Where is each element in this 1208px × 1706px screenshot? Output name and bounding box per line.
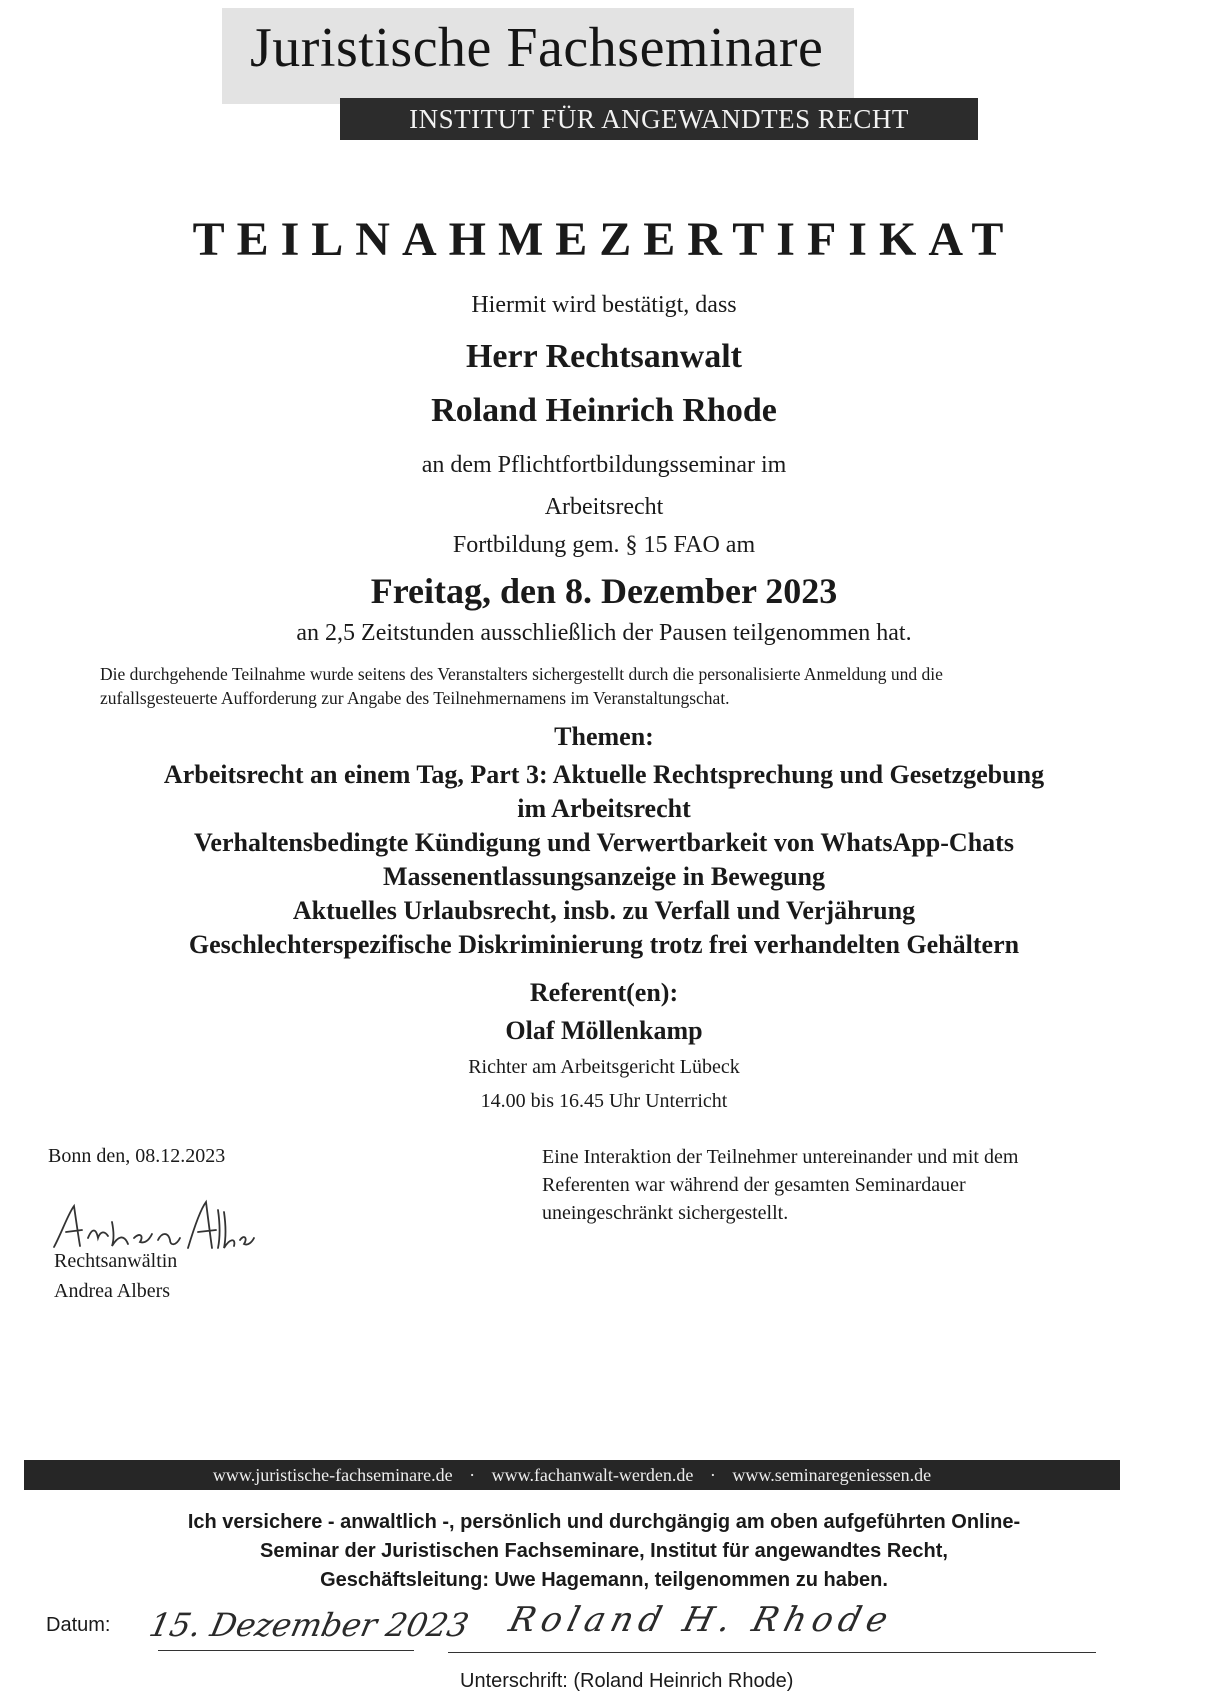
seminar-duration: an 2,5 Zeitstunden ausschließlich der Pausen teilgenommen hat. bbox=[296, 620, 912, 646]
interaction-note-line: Referenten war während der gesamten Seminardauer bbox=[542, 1174, 966, 1196]
speaker-name: Olaf Möllenkamp bbox=[505, 1016, 703, 1045]
participant-name: Roland Heinrich Rhode bbox=[431, 392, 777, 429]
topics-heading: Themen: bbox=[554, 722, 654, 751]
declaration-line: Geschäftsleitung: Uwe Hagemann, teilgenommen zu haben. bbox=[320, 1569, 888, 1591]
topic-item: im Arbeitsrecht bbox=[517, 794, 691, 823]
footer-link[interactable]: www.seminaregeniessen.de bbox=[732, 1465, 932, 1485]
speaker-heading: Referent(en): bbox=[529, 978, 679, 1007]
participant-salutation: Herr Rechtsanwalt bbox=[465, 338, 743, 375]
issuer-name: Andrea Albers bbox=[54, 1280, 171, 1302]
footer-link[interactable]: www.juristische-fachseminare.de bbox=[212, 1465, 453, 1485]
interaction-note-line: Eine Interaktion der Teilnehmer untereinander und mit dem bbox=[542, 1146, 1019, 1168]
speaker-role: Richter am Arbeitsgericht Lübeck bbox=[468, 1056, 740, 1078]
date-signature-line bbox=[158, 1650, 414, 1651]
seminar-date: Freitag, den 8. Dezember 2023 bbox=[370, 571, 838, 611]
handwritten-date: 15. Dezember 2023 bbox=[145, 1606, 473, 1644]
topic-item: Geschlechterspezifische Diskriminierung trotz frei verhandelten Gehältern bbox=[188, 930, 1020, 959]
seminar-regulation: Fortbildung gem. § 15 FAO am bbox=[452, 532, 756, 558]
logo-title: Juristische Fachseminare bbox=[250, 17, 824, 79]
declaration-line: Ich versichere - anwaltlich -, persönlich und durchgängig am oben aufgeführten Online- bbox=[187, 1511, 1021, 1533]
signature-caption: Unterschrift: (Roland Heinrich Rhode) bbox=[460, 1670, 794, 1692]
seminar-field: Arbeitsrecht bbox=[544, 494, 664, 520]
participation-notice bbox=[100, 662, 1120, 710]
interaction-note-line: uneingeschränkt sichergestellt. bbox=[542, 1202, 789, 1224]
interaction-note bbox=[542, 1143, 1018, 1227]
topic-item: Massenentlassungsanzeige in Bewegung bbox=[382, 862, 826, 891]
date-label: Datum: bbox=[46, 1614, 111, 1636]
footer-separator: · bbox=[469, 1465, 476, 1485]
issuer-title: Rechtsanwältin bbox=[54, 1250, 178, 1272]
footer-separator: · bbox=[709, 1465, 716, 1485]
logo-subtitle-bar: INSTITUT FÜR ANGEWANDTES RECHT bbox=[340, 98, 978, 140]
seminar-line: an dem Pflichtfortbildungsseminar im bbox=[421, 452, 787, 478]
notice-line: Die durchgehende Teilnahme wurde seitens des Veranstalters sichergestellt durch die personalisierte Anmeldung und die bbox=[100, 664, 943, 684]
topic-item: Aktuelles Urlaubsrecht, insb. zu Verfall und Verjährung bbox=[292, 896, 916, 925]
handwritten-signature: Roland H. Rhode bbox=[505, 1600, 898, 1640]
topic-item: Arbeitsrecht an einem Tag, Part 3: Aktuelle Rechtsprechung und Gesetzgebung bbox=[163, 760, 1045, 789]
issuer-place-date: Bonn den, 08.12.2023 bbox=[48, 1145, 226, 1167]
footer-link[interactable]: www.fachanwalt-werden.de bbox=[491, 1465, 694, 1485]
declaration-text bbox=[40, 1508, 1168, 1595]
notice-line: zufallsgesteuerte Aufforderung zur Angabe des Teilnehmernamens im Veranstaltungschat. bbox=[100, 688, 730, 708]
footer-links-bar bbox=[24, 1460, 1120, 1490]
certificate-intro: Hiermit wird bestätigt, dass bbox=[471, 292, 737, 318]
declaration-line: Seminar der Juristischen Fachseminare, Institut für angewandtes Recht, bbox=[260, 1540, 948, 1562]
signature-line bbox=[448, 1652, 1096, 1653]
speaker-time: 14.00 bis 16.45 Uhr Unterricht bbox=[480, 1090, 728, 1112]
topic-item: Verhaltensbedingte Kündigung und Verwertbarkeit von WhatsApp-Chats bbox=[194, 828, 1014, 857]
certificate-title: TEILNAHMEZERTIFIKAT bbox=[192, 213, 1016, 266]
